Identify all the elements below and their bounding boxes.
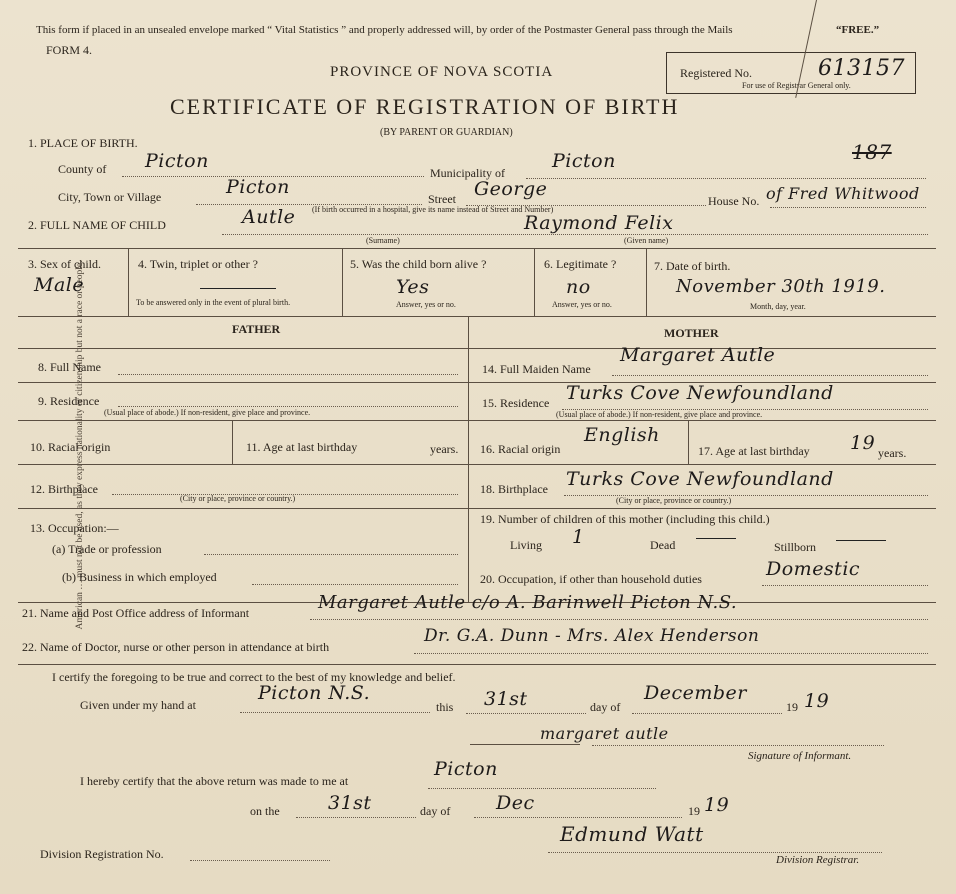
mother-heading: MOTHER — [664, 326, 719, 340]
mother-maiden-label: 14. Full Maiden Name — [482, 362, 591, 376]
child-name-label: 2. FULL NAME OF CHILD — [28, 218, 166, 232]
registered-label: Registered No. — [680, 66, 752, 80]
free-label: “FREE.” — [836, 24, 880, 36]
mother-age-label: 17. Age at last birthday — [698, 444, 810, 458]
living-label: Living — [510, 538, 542, 552]
street-value: George — [474, 178, 548, 200]
city-label: City, Town or Village — [58, 190, 162, 204]
child-given-name: Raymond Felix — [524, 212, 674, 234]
mother-residence-value: Turks Cove Newfoundland — [566, 382, 834, 404]
province-heading: PROVINCE OF NOVA SCOTIA — [330, 64, 554, 80]
on-the-label: on the — [250, 804, 280, 818]
informant-signature: margaret autle — [540, 724, 669, 743]
hospital-note: (If birth occurred in a hospital, give its name instead of Street and Number) — [312, 205, 554, 214]
father-age-label: 11. Age at last birthday — [246, 440, 358, 454]
legitimate-value: no — [566, 276, 591, 298]
certify-year-suffix: 19 — [804, 690, 830, 712]
child-surname: Autle — [242, 206, 296, 228]
mother-birthplace-note: (City or place, province or country.) — [616, 496, 732, 505]
margin-note: American … must not be used, as they express nationality or citizenship but not a race or people. — [75, 260, 85, 630]
registrar-signature: Edmund Watt — [560, 822, 704, 846]
mother-age-value: 19 — [850, 432, 876, 454]
certify-day: 31st — [484, 688, 528, 710]
father-years-label: years. — [430, 442, 459, 456]
day-of-label: day of — [590, 700, 621, 714]
return-year-prefix: 19 — [688, 804, 700, 818]
mother-occupation-label: 20. Occupation, if other than household duties — [480, 572, 702, 586]
father-occupation-label: 13. Occupation:— — [30, 521, 119, 535]
given-name-caption: (Given name) — [624, 236, 669, 245]
place-of-birth-label: 1. PLACE OF BIRTH. — [28, 136, 138, 150]
mother-residence-note: (Usual place of abode.) If non-resident, give place and province. — [556, 410, 763, 419]
legitimate-note: Answer, yes or no. — [552, 300, 612, 309]
return-month: Dec — [496, 792, 535, 814]
city-value: Picton — [226, 176, 290, 198]
registrar-caption: Division Registrar. — [776, 854, 860, 866]
return-year-suffix: 19 — [704, 794, 730, 816]
certify-year-prefix: 19 — [786, 700, 798, 714]
informant-label: 21. Name and Post Office address of Informant — [22, 606, 250, 620]
mother-birthplace-value: Turks Cove Newfoundland — [566, 468, 834, 490]
mother-maiden-value: Margaret Autle — [620, 344, 776, 366]
county-label: County of — [58, 162, 107, 176]
children-count-label: 19. Number of children of this mother (including this child.) — [480, 512, 770, 526]
county-value: Picton — [145, 150, 209, 172]
mother-birthplace-label: 18. Birthplace — [480, 482, 548, 496]
father-name-label: 8. Full Name — [38, 360, 101, 374]
born-alive-note: Answer, yes or no. — [396, 300, 456, 309]
birth-date-note: Month, day, year. — [750, 302, 806, 311]
document-subtitle: (BY PARENT OR GUARDIAN) — [380, 127, 513, 138]
registered-number: 613157 — [818, 56, 905, 81]
mother-racial-label: 16. Racial origin — [480, 442, 561, 456]
document-title: CERTIFICATE OF REGISTRATION OF BIRTH — [170, 94, 680, 119]
corner-number: 187 — [852, 140, 892, 164]
mother-residence-label: 15. Residence — [482, 396, 550, 410]
sex-label: 3. Sex of child. — [28, 257, 101, 271]
father-racial-label: 10. Racial origin — [30, 440, 111, 454]
father-trade-label: (a) Trade or profession — [52, 542, 162, 556]
stillborn-label: Stillborn — [774, 540, 817, 554]
mother-occupation-value: Domestic — [766, 558, 861, 580]
mother-years-label: years. — [878, 446, 907, 460]
street-label: Street — [428, 192, 456, 206]
father-heading: FATHER — [232, 322, 281, 336]
informant-signature-caption: Signature of Informant. — [748, 750, 852, 762]
municipality-label: Municipality of — [430, 166, 505, 180]
division-registration-label: Division Registration No. — [40, 847, 164, 861]
house-label: House No. — [708, 194, 760, 208]
birth-date-label: 7. Date of birth. — [654, 259, 731, 273]
twin-dash — [200, 288, 276, 289]
birth-date-value: November 30th 1919. — [676, 276, 886, 297]
mother-racial-value: English — [584, 424, 660, 446]
return-day-of-label: day of — [420, 804, 451, 818]
return-day: 31st — [328, 792, 372, 814]
born-alive-value: Yes — [396, 276, 430, 298]
surname-caption: (Surname) — [366, 236, 400, 245]
dead-label: Dead — [650, 538, 676, 552]
born-alive-label: 5. Was the child born alive ? — [350, 257, 487, 271]
legitimate-label: 6. Legitimate ? — [544, 257, 617, 271]
postal-notice: This form if placed in an unsealed envelope marked “ Vital Statistics ” and properly addressed will, by order of the Postmaster General pass through the Mails — [36, 24, 733, 36]
father-business-label: (b) Business in which employed — [62, 570, 217, 584]
certify-statement: I certify the foregoing to be true and correct to the best of my knowledge and belief. — [52, 670, 456, 684]
twin-label: 4. Twin, triplet or other ? — [138, 257, 258, 271]
living-value: 1 — [572, 526, 585, 548]
municipality-value: Picton — [552, 150, 616, 172]
given-place-value: Picton N.S. — [258, 682, 371, 704]
doctor-label: 22. Name of Doctor, nurse or other person in attendance at birth — [22, 640, 330, 654]
informant-value: Margaret Autle c/o A. Barinwell Picton N.S. — [318, 592, 738, 613]
house-value: of Fred Whitwood — [766, 184, 920, 203]
form-number: FORM 4. — [46, 43, 93, 57]
this-label: this — [436, 700, 454, 714]
twin-note: To be answered only in the event of plural birth. — [136, 298, 291, 307]
certify-month: December — [644, 682, 747, 704]
return-statement: I hereby certify that the above return was made to me at — [80, 774, 349, 788]
doctor-value: Dr. G.A. Dunn - Mrs. Alex Henderson — [424, 626, 760, 646]
father-birthplace-note: (City or place, province or country.) — [180, 494, 296, 503]
return-place: Picton — [434, 758, 498, 780]
sex-value: Male — [34, 274, 85, 296]
father-residence-label: 9. Residence — [38, 394, 100, 408]
father-residence-note: (Usual place of abode.) If non-resident, give place and province. — [104, 408, 311, 417]
given-under-label: Given under my hand at — [80, 698, 196, 712]
father-birthplace-label: 12. Birthplace — [30, 482, 98, 496]
registrar-use-note: For use of Registrar General only. — [742, 81, 851, 90]
